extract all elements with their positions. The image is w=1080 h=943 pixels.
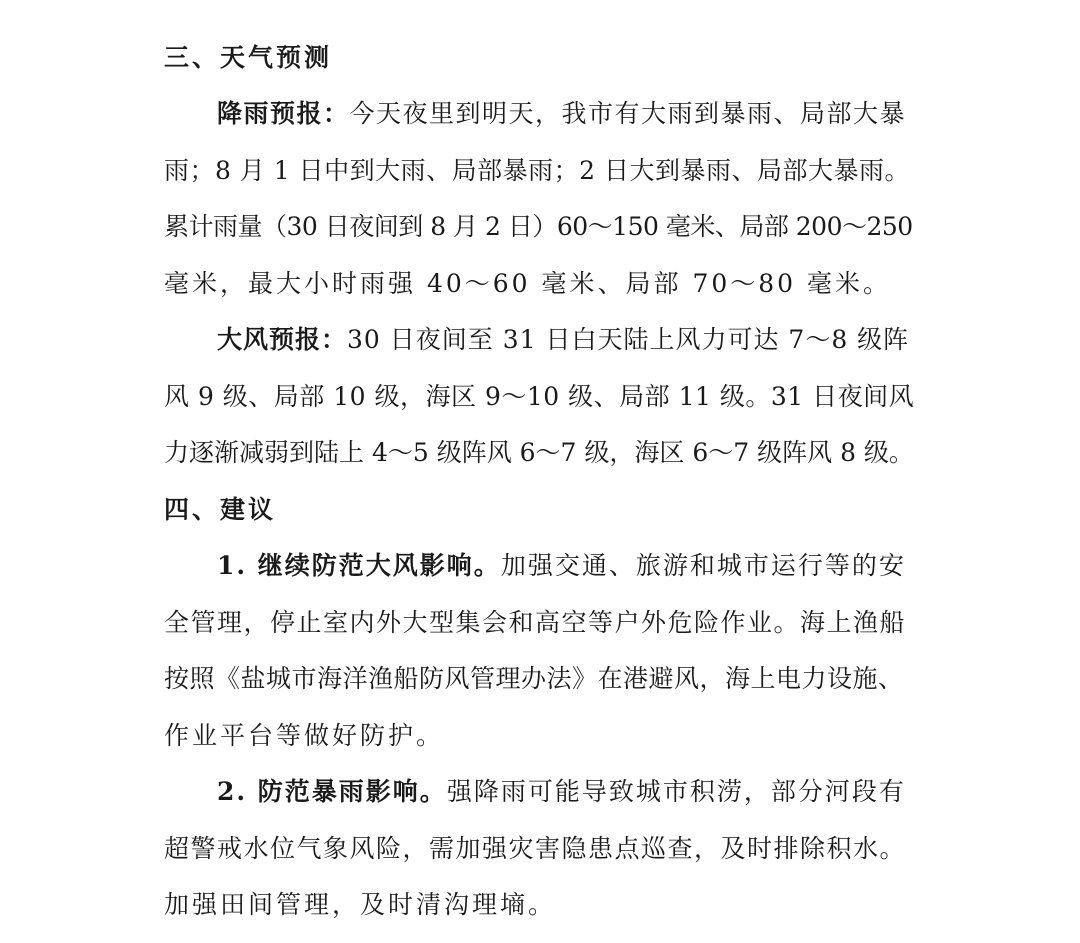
- suggestion-2-text-3: 加强田间管理，及时清沟理墒。: [164, 890, 557, 919]
- rain-forecast-text-1: 今天夜里到明天，我市有大雨到暴雨、局部大暴: [349, 99, 907, 128]
- suggestion-1-text-1: 加强交通、旅游和城市运行等的安: [500, 551, 906, 580]
- rain-forecast-text-4: 毫米，最大小时雨强 40～60 毫米、局部 70～80 毫米。: [164, 269, 892, 298]
- section-heading-weather-forecast: 三、天气预测: [164, 43, 333, 72]
- suggestion-2-text-1: 强降雨可能导致城市积涝，部分河段有: [446, 777, 906, 806]
- wind-forecast-text-1: 30 日夜间至 31 日白天陆上风力可达 7～8 级阵: [347, 325, 910, 354]
- rain-forecast-paragraph-line-1: [217, 98, 906, 130]
- wind-forecast-text-3: 力逐渐减弱到陆上 4～5 级阵风 6～7 级，海区 6～7 级阵风 8 级。: [164, 438, 914, 467]
- wind-forecast-text-2: 风 9 级、局部 10 级，海区 9～10 级、局部 11 级。31 日夜间风: [164, 382, 915, 411]
- suggestion-1-text-4: 作业平台等做好防护。: [164, 721, 445, 750]
- wind-forecast-lead: 大风预报：: [217, 325, 348, 354]
- suggestion-2-line-1: [217, 776, 906, 808]
- suggestion-1-lead: 1. 继续防范大风影响。: [217, 551, 501, 580]
- suggestion-2-text-2: 超警戒水位气象风险，需加强灾害隐患点巡查，及时排除积水。: [164, 834, 907, 863]
- suggestion-2-lead: 2. 防范暴雨影响。: [217, 777, 447, 806]
- suggestion-1-text-3: 按照《盐城市海洋渔船防风管理办法》在港避风，海上电力设施、: [164, 664, 904, 693]
- suggestion-1-line-1: [217, 550, 906, 582]
- section-heading-suggestions: 四、建议: [164, 495, 277, 524]
- rain-forecast-lead: 降雨预报：: [217, 99, 350, 128]
- rain-forecast-text-3: 累计雨量（30 日夜间到 8 月 2 日）60～150 毫米、局部 200～250: [164, 212, 913, 241]
- suggestion-1-text-2: 全管理，停止室内外大型集会和高空等户外危险作业。海上渔船: [164, 608, 907, 637]
- wind-forecast-paragraph-line-1: [217, 324, 909, 356]
- rain-forecast-text-2: 雨；8 月 1 日中到大雨、局部暴雨；2 日大到暴雨、局部大暴雨。: [164, 156, 911, 185]
